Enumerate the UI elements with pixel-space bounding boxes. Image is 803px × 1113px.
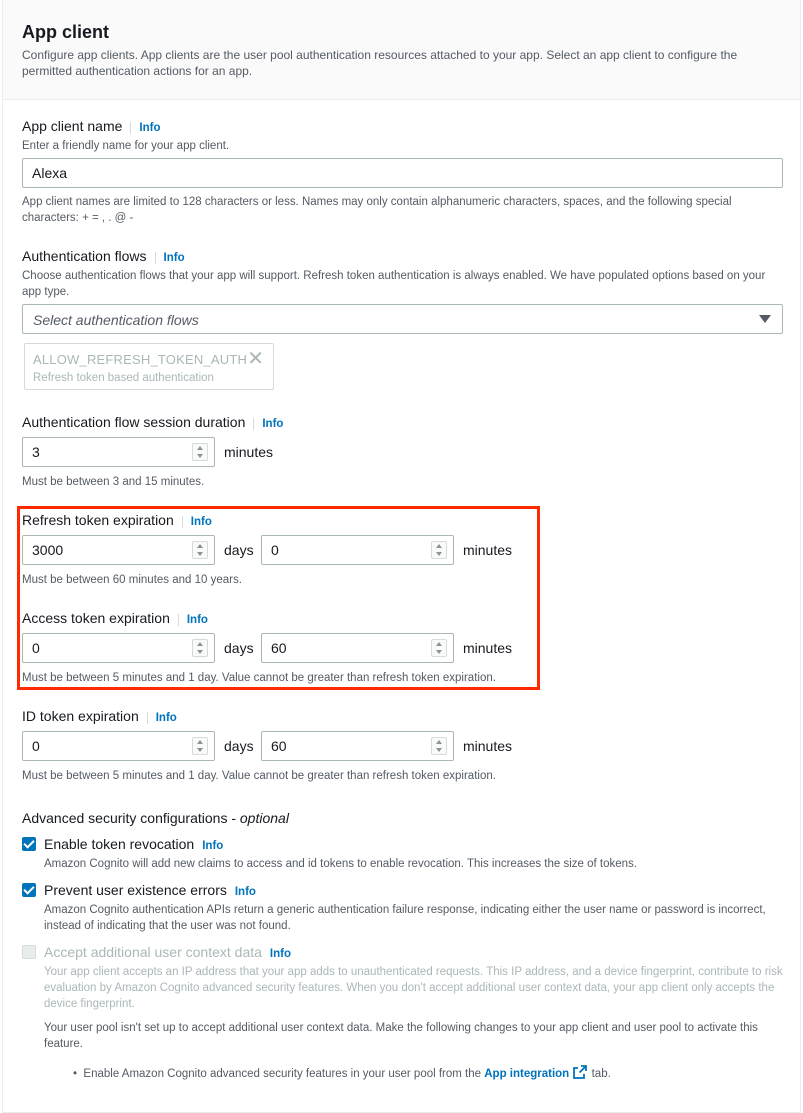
auth-flows-label: Authentication flows [22,248,147,264]
id-token-minutes-value: 60 [271,738,287,754]
auth-flow-token-name: ALLOW_REFRESH_TOKEN_AUTH [33,352,248,367]
advanced-security-title [22,810,289,826]
app-client-name-constraint: App client names are limited to 128 characters or less. Names may only contain alphanumeric characters, spaces, and the following special characters: + = , . @ - [22,196,732,224]
app-client-name-description: Enter a friendly name for your app client. [22,140,230,152]
advanced-security-optional: optional [239,810,289,826]
id-token-label: ID token expiration [22,708,139,724]
access-token-days-unit: days [224,640,254,656]
user-context-bullet-prefix: Enable Amazon Cognito advanced security features in your user pool from the [83,1068,485,1080]
prevent-user-existence-description: Amazon Cognito authentication APIs return a generic authentication failure response, indicating either the user name or password is incorrect, instead of indicating that the user was not found. [44,904,766,932]
auth-flows-label-row [22,248,185,264]
auth-flows-select[interactable] [22,304,783,334]
stepper-icon[interactable] [192,443,208,461]
token-revocation-description: Amazon Cognito will add new claims to access and id tokens to enable revocation. This increases the size of tokens. [44,858,637,870]
user-context-bullet [73,1064,611,1080]
access-token-label: Access token expiration [22,610,170,626]
access-token-minutes-unit: minutes [463,640,513,656]
session-duration-value: 3 [32,444,40,460]
token-revocation-checkbox[interactable] [22,837,36,851]
prevent-user-existence-label: Prevent user existence errors [44,882,227,898]
session-duration-info-link[interactable]: Info [253,418,283,430]
stepper-icon[interactable] [192,737,208,755]
card-header [3,0,800,100]
refresh-token-constraint: Must be between 60 minutes and 10 years. [22,574,242,586]
token-revocation-label-row [44,836,223,852]
access-token-days-value: 0 [32,640,40,656]
app-client-card [2,0,801,1113]
id-token-minutes-unit: minutes [463,738,513,754]
refresh-token-label: Refresh token expiration [22,512,174,528]
access-token-minutes-value: 60 [271,640,287,656]
close-icon[interactable]: ✕ [247,348,264,370]
app-client-name-label-row [22,118,160,134]
user-context-label-row [44,944,291,960]
user-context-info-link[interactable]: Info [269,948,291,960]
app-integration-link[interactable]: App integration [484,1068,570,1080]
prevent-user-existence-info-link[interactable]: Info [234,886,256,898]
auth-flow-token [24,343,274,390]
id-token-constraint: Must be between 5 minutes and 1 day. Value cannot be greater than refresh token expiration. [22,770,496,782]
access-token-constraint: Must be between 5 minutes and 1 day. Value cannot be greater than refresh token expiration. [22,672,496,684]
page-title: App client [22,22,110,42]
app-client-name-info-link[interactable]: Info [130,122,160,134]
auth-flow-token-description: Refresh token based authentication [33,372,214,384]
page-description: Configure app clients. App clients are the user pool authentication resources attached to your app. Select an app client to configure the permitted authentication actions for an app. [22,48,738,78]
id-token-days-unit: days [224,738,254,754]
session-duration-constraint: Must be between 3 and 15 minutes. [22,476,205,488]
id-token-days-input[interactable] [22,731,215,761]
caret-down-icon [759,315,771,323]
id-token-label-row [22,708,177,724]
session-duration-input[interactable] [22,437,215,467]
user-context-checkbox[interactable] [22,945,36,959]
session-duration-label: Authentication flow session duration [22,414,246,430]
refresh-token-days-unit: days [224,542,254,558]
auth-flows-info-link[interactable]: Info [155,252,185,264]
refresh-token-days-value: 3000 [32,542,64,558]
id-token-days-value: 0 [32,738,40,754]
token-revocation-label: Enable token revocation [44,836,195,852]
user-context-description: Your app client accepts an IP address that your app adds to unauthenticated requests. This IP address, and a device fingerprint, contribute to risk evaluation by Amazon Cognito advanced security features. When you don't accept additional user context data, your app client only accepts the device fingerprint. [44,966,783,1010]
stepper-icon[interactable] [431,737,447,755]
external-link-icon[interactable] [572,1064,588,1080]
user-context-note: Your user pool isn't set up to accept additional user context data. Make the following changes to your app client and user pool to activate this feature. [44,1022,758,1050]
auth-flows-placeholder: Select authentication flows [33,312,199,328]
app-client-name-input[interactable]: Alexa [22,158,783,188]
user-context-label: Accept additional user context data [44,944,262,960]
user-context-bullet-suffix: tab. [588,1068,611,1080]
refresh-token-minutes-value: 0 [271,542,279,558]
refresh-token-minutes-unit: minutes [463,542,513,558]
highlight-box [17,506,540,690]
session-duration-label-row [22,414,283,430]
id-token-minutes-input[interactable] [261,731,454,761]
prevent-user-existence-label-row [44,882,256,898]
bullet-dot: • [73,1068,84,1080]
token-revocation-info-link[interactable]: Info [202,840,224,852]
advanced-security-title-text: Advanced security configurations - [22,810,240,826]
app-client-name-label: App client name [22,118,123,134]
access-token-info-link[interactable]: Info [178,614,208,626]
refresh-token-info-link[interactable]: Info [182,516,212,528]
session-duration-unit: minutes [224,444,274,460]
auth-flows-description: Choose authentication flows that your app will support. Refresh token authentication is always enabled. We have populated options based on your app type. [22,270,766,298]
prevent-user-existence-checkbox[interactable] [22,883,36,897]
id-token-info-link[interactable]: Info [147,712,177,724]
